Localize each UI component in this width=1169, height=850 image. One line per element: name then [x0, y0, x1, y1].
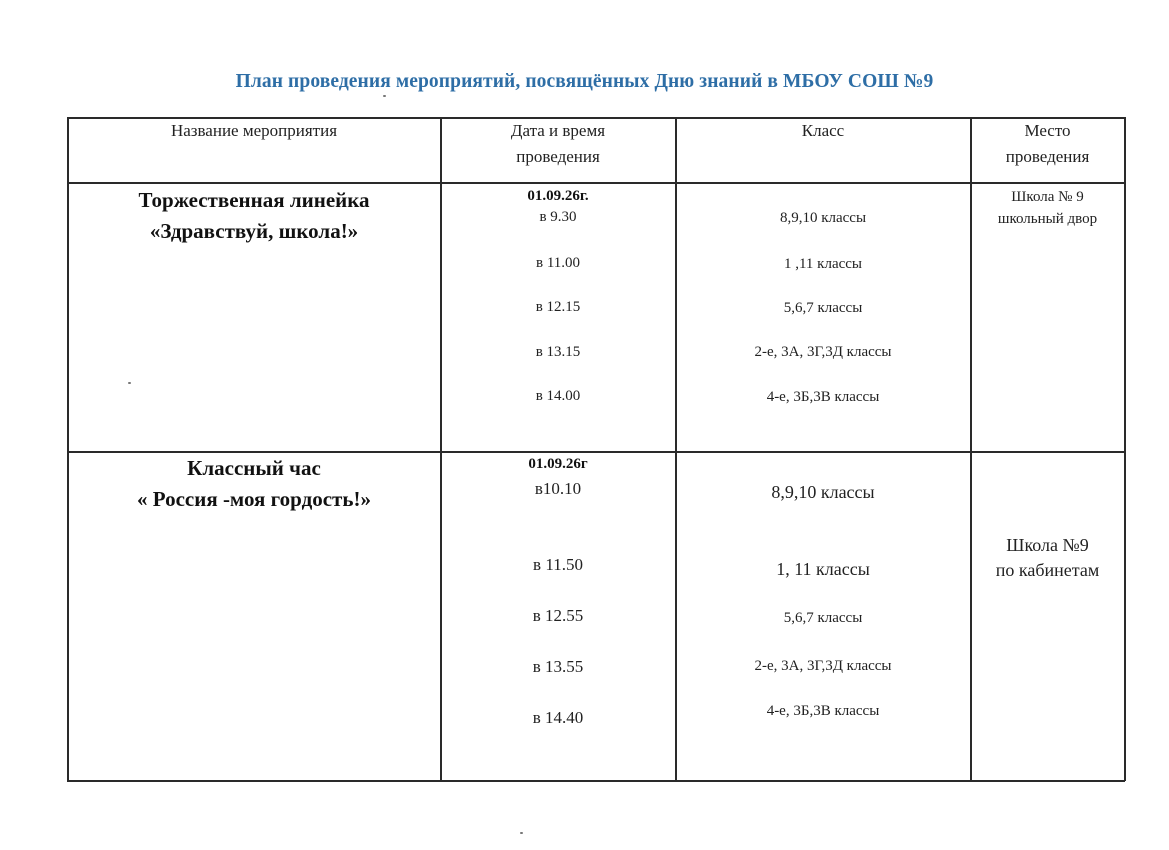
event-place-line1: Школа № 9 — [1011, 189, 1084, 205]
event-place-line1: Школа №9 — [1006, 535, 1089, 555]
scan-speck — [520, 832, 523, 834]
scan-speck — [383, 95, 386, 97]
event-time: в 14.40 — [532, 708, 584, 727]
event-classes: 8,9,10 классы — [771, 482, 875, 502]
header-place-line2: проведения — [1005, 147, 1090, 166]
event-classes: 5,6,7 классы — [783, 300, 863, 316]
header-class: Класс — [801, 121, 845, 140]
event-place-line2: школьный двор — [997, 211, 1098, 227]
table-header-divider — [67, 182, 1125, 184]
table-border-right — [1124, 117, 1126, 781]
event-date: 01.09.26г. — [527, 188, 589, 204]
event-classes: 2-е, 3А, 3Г,3Д классы — [754, 344, 892, 360]
event-title-line1: Классный час — [187, 456, 321, 480]
event-classes: 1, 11 классы — [776, 559, 870, 579]
event-time: в 13.15 — [535, 344, 581, 360]
event-title-line1: Торжественная линейка — [138, 188, 370, 212]
event-time: в10.10 — [534, 479, 582, 498]
event-time: в 14.00 — [535, 388, 581, 404]
table-border-bottom — [67, 780, 1125, 782]
event-place-line2: по кабинетам — [995, 560, 1100, 580]
event-time: в 13.55 — [532, 657, 584, 676]
scan-speck — [128, 382, 131, 384]
page-title: План проведения мероприятий, посвящённых Дню знаний в МБОУ СОШ №9 — [235, 71, 934, 92]
event-classes: 8,9,10 классы — [779, 210, 867, 226]
event-classes: 4-е, 3Б,3В классы — [766, 389, 880, 405]
event-classes: 2-е, 3А, 3Г,3Д классы — [754, 658, 892, 674]
event-time: в 11.50 — [533, 555, 583, 574]
event-time: в 12.55 — [532, 606, 584, 625]
event-time: в 9.30 — [539, 209, 577, 225]
header-datetime-line1: Дата и время — [510, 121, 606, 140]
header-place-line1: Место — [1024, 121, 1071, 140]
event-classes: 1 ,11 классы — [783, 256, 863, 272]
event-time: в 11.00 — [535, 255, 581, 271]
header-event: Название мероприятия — [170, 121, 338, 140]
event-title-line2: «Здравствуй, школа!» — [149, 219, 359, 243]
header-datetime-line2: проведения — [516, 147, 600, 166]
event-classes: 5,6,7 классы — [783, 610, 863, 626]
event-time: в 12.15 — [535, 299, 581, 315]
event-date: 01.09.26г — [528, 456, 588, 472]
event-classes: 4-е, 3Б,3В классы — [766, 703, 880, 719]
event-title-line2: « Россия -моя гордость!» — [137, 487, 371, 511]
